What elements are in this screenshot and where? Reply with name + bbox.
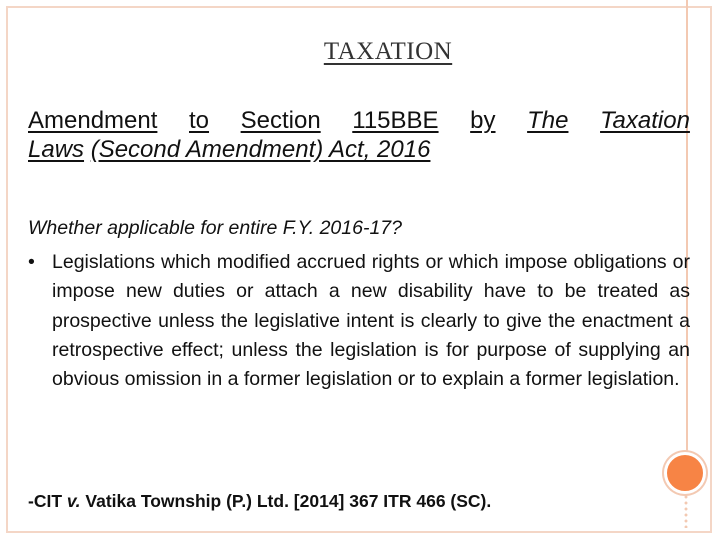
bullet-item	[28, 248, 690, 394]
heading-line-2	[28, 135, 690, 164]
heading-word: The	[527, 107, 569, 134]
heading-word: Taxation	[600, 107, 690, 134]
heading-word: (Second Amendment) Act, 2016	[90, 136, 431, 163]
bullet-icon: •	[28, 251, 35, 273]
decorative-circle-icon	[664, 452, 706, 494]
heading-word: Amendment	[28, 107, 158, 134]
slide-heading	[28, 106, 690, 164]
heading-word: by	[470, 107, 496, 134]
bullet-text: Legislations which modified accrued rights or which impose obligations or impose new duties or attach a new disability have to be treated as prospective unless the legislative intent is clearly to give the enactment a retrospective effect; unless the legislation is for purpose of supplying an obvious omission in a former legislation or to explain a former legislation.	[52, 251, 690, 391]
heading-line-1	[28, 106, 690, 135]
citation-versus: v.	[66, 491, 81, 511]
citation-rest: Vatika Township (P.) Ltd. [2014] 367 ITR 466 (SC).	[80, 491, 492, 511]
citation-prefix: -CIT	[28, 491, 67, 511]
slide-title-text: TAXATION	[323, 38, 453, 65]
slide-title	[0, 38, 720, 66]
heading-word: Section	[240, 107, 321, 134]
question-text: Whether applicable for entire F.Y. 2016-17?	[28, 217, 402, 239]
heading-word: to	[189, 107, 210, 134]
heading-word: 115BBE	[352, 107, 439, 134]
decorative-dots	[678, 494, 694, 528]
case-citation	[28, 489, 648, 513]
heading-word: Laws	[28, 136, 85, 163]
